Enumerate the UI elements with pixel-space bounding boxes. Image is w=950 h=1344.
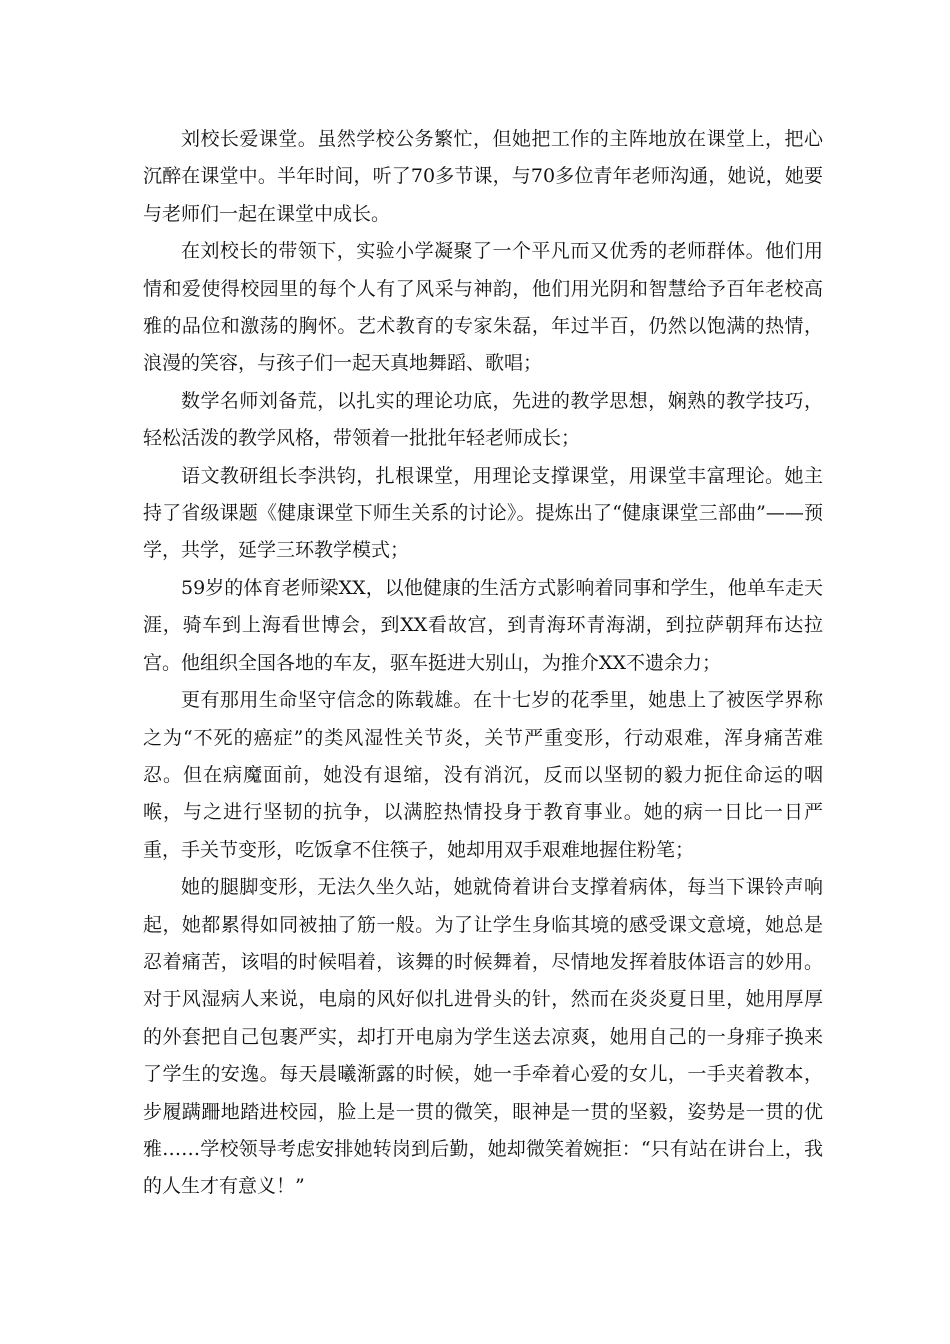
document-page xyxy=(143,121,823,1206)
paragraph-teacher-group: 在刘校长的带领下，实验小学凝聚了一个平凡而又优秀的老师群体。他们用情和爱使得校园里的每个人有了风采与神韵，他们用光阴和智慧给予百年老校高雅的品位和激荡的胸怀。艺术教育的专家朱磊，年过半百，仍然以饱满的热情，浪漫的笑容，与孩子们一起天真地舞蹈、歌唱； xyxy=(143,240,823,375)
paragraph-principal-loves-classroom: 刘校长爱课堂。虽然学校公务繁忙，但她把工作的主阵地放在课堂上，把心沉醉在课堂中。半年时间，听了70多节课，与70多位青年老师沟通，她说，她要与老师们一起在课堂中成长。 xyxy=(143,128,823,225)
paragraph-pe-teacher: 59岁的体育老师梁XX，以他健康的生活方式影响着同事和学生，他单车走天涯，骑车到上海看世博会，到XX看故宫，到青海环青海湖，到拉萨朝拜布达拉宫。他组织全国各地的车友，驱车挺进大别山，为推介XX不遗余力； xyxy=(143,576,823,674)
paragraph-math-teacher: 数学名师刘备荒，以扎实的理论功底，先进的教学思想，娴熟的教学技巧，轻松活泼的教学风格，带领着一批批年轻老师成长； xyxy=(143,389,823,450)
paragraph-chinese-teacher: 语文教研组长李洪钧，扎根课堂，用理论支撑课堂，用课堂丰富理论。她主持了省级课题《健康课堂下师生关系的讨论》。提炼出了“健康课堂三部曲”——预学，共学，延学三环教学模式； xyxy=(143,464,823,562)
paragraph-chen-zaixiong: 更有那用生命坚守信念的陈载雄。在十七岁的花季里，她患上了被医学界称之为“不死的癌症”的类风湿性关节炎，关节严重变形，行动艰难，浑身痛苦难忍。但在病魔面前，她没有退缩，没有消沉，反而以坚韧的毅力扼住命运的咽喉，与之进行坚韧的抗争，以满腔热情投身于教育事业。她的病一日比一日严重，手关节变形，吃饭拿不住筷子，她却用双手艰难地握住粉笔； xyxy=(143,689,823,861)
paragraph-chen-dedication: 她的腿脚变形，无法久坐久站，她就倚着讲台支撑着病体，每当下课铃声响起，她都累得如同被抽了筋一般。为了让学生身临其境的感受课文意境，她总是忍着痛苦，该唱的时候唱着，该舞的时候舞着，尽情地发挥着肢体语言的妙用。对于风湿病人来说，电扇的风好似扎进骨头的针，然而在炎炎夏日里，她用厚厚的外套把自己包裹严实，却打开电扇为学生送去凉爽，她用自己的一身痱子换来了学生的安逸。每天晨曦渐露的时候，她一手牵着心爱的女儿，一手夹着教本，步履蹒跚地踏进校园，脸上是一贯的微笑，眼神是一贯的坚毅，姿势是一贯的优雅……学校领导考虑安排她转岗到后勤，她却微笑着婉拒：“只有站在讲台上，我的人生才有意义！” xyxy=(143,876,823,1198)
